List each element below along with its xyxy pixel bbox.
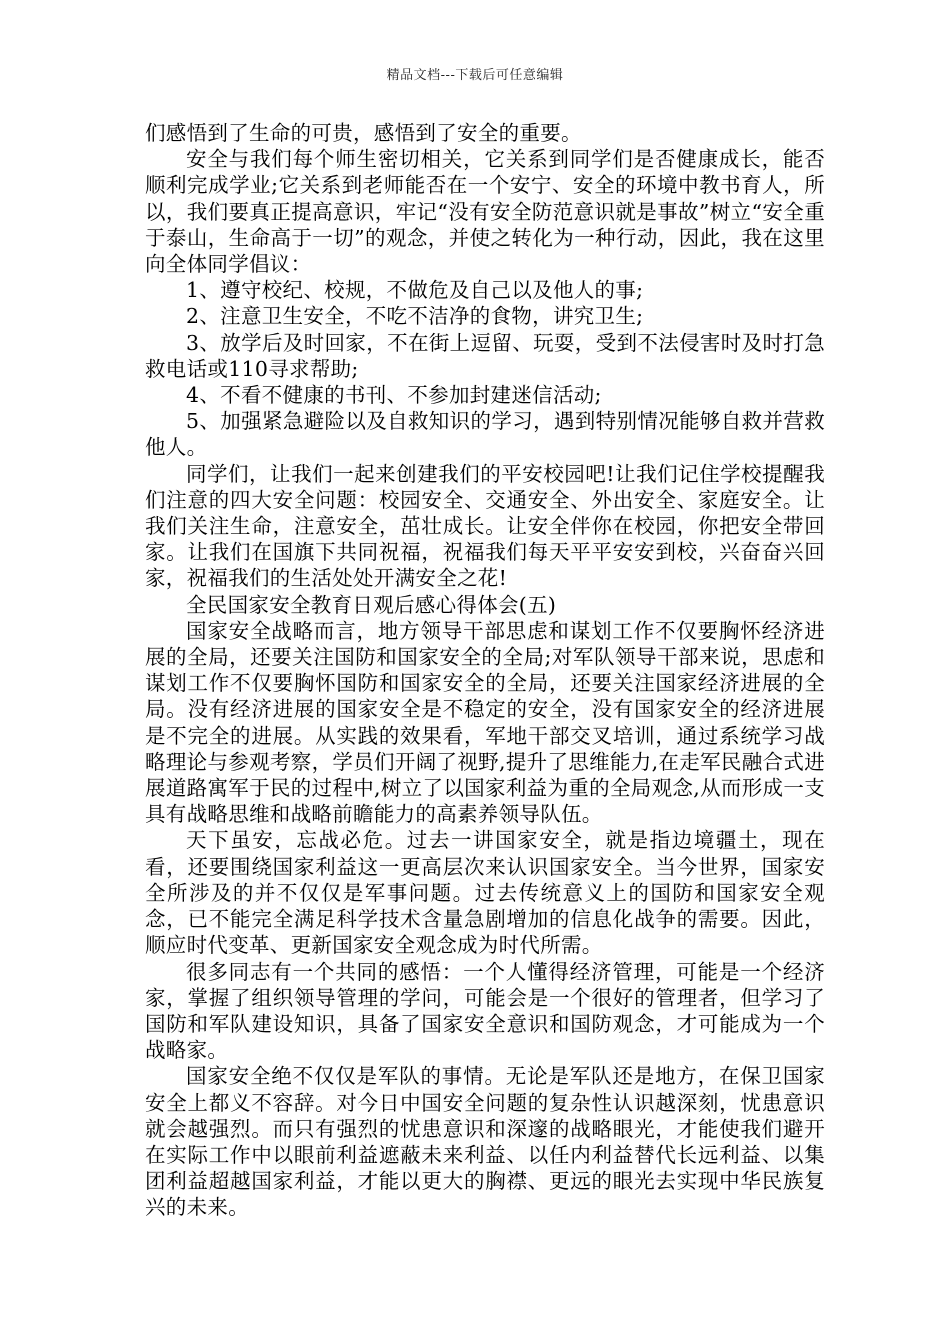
paragraph-0: 们感悟到了生命的可贵，感悟到了安全的重要。 (145, 121, 582, 145)
page-header: 精品文档---下载后可任意编辑 (386, 68, 564, 83)
paragraph-closing: 同学们，让我们一起来创建我们的平安校园吧!让我们记住学校提醒我们注意的四大安全问题：校园安全、交通安全、外出安全、家庭安全。让我们关注生命，注意安全，茁壮成长。让安全伴你在校园，你把安全带回家。让我们在国旗下共同祝福，祝福我们每天平平安安到校，兴奋奋兴回家，祝福我们的生活处处开满安全之花! (145, 461, 825, 591)
list-item-4: 4、不看不健康的书刊、不参加封建迷信活动; (186, 383, 602, 408)
paragraph-peace: 天下虽安，忘战必危。过去一讲国家安全，就是指边境疆土，现在看，还要围绕国家利益这一更高层次来认识国家安全。当今世界，国家安全所涉及的并不仅仅是军事问题。过去传统意义上的国防和国家安全观念，已不能完全满足科学技术含量急剧增加的信息化战争的需要。因此，顺应时代变革、更新国家安全观念成为时代所需。 (145, 828, 825, 958)
section-title: 全民国家安全教育日观后感心得体会(五) (186, 592, 557, 617)
paragraph-insight: 很多同志有一个共同的感悟：一个人懂得经济管理，可能是一个经济家，掌握了组织领导管理的学问，可能会是一个很好的管理者，但学习了国防和军队建设知识，具备了国家安全意识和国防观念，才可能成为一个战略家。 (145, 959, 825, 1063)
document-body (145, 120, 825, 1221)
list-item-3: 3、放学后及时回家，不在街上逗留、玩耍，受到不法侵害时及时打急救电话或110寻求帮助; (145, 330, 825, 381)
paragraph-1: 安全与我们每个师生密切相关，它关系到同学们是否健康成长，能否顺利完成学业;它关系到老师能否在一个安宁、安全的环境中教书育人，所以，我们要真正提高意识，牢记“没有安全防范意识就是事故”树立“安全重于泰山，生命高于一切”的观念，并使之转化为一种行动，因此，我在这里向全体同学倡议： (145, 147, 825, 277)
list-item-5: 5、加强紧急避险以及自救知识的学习，遇到特别情况能够自救并营救他人。 (145, 409, 825, 460)
paragraph-strategy: 国家安全战略而言，地方领导干部思虑和谋划工作不仅要胸怀经济进展的全局，还要关注国防和国家安全的全局;对军队领导干部来说，思虑和谋划工作不仅要胸怀国防和国家安全的全局，还要关注国家经济进展的全局。没有经济进展的国家安全是不稳定的安全，没有国家安全的经济进展是不完全的进展。从实践的效果看，军地干部交叉培训，通过系统学习战略理论与参观考察，学员们开阔了视野,提升了思维能力,在走军民融合式进展道路寓军于民的过程中,树立了以国家利益为重的全局观念,从而形成一支具有战略思维和战略前瞻能力的高素养领导队伍。 (145, 618, 825, 827)
list-item-2: 2、注意卫生安全，不吃不洁净的食物，讲究卫生; (186, 304, 644, 329)
paragraph-conclusion: 国家安全绝不仅仅是军队的事情。无论是军队还是地方，在保卫国家安全上都义不容辞。对今日中国安全问题的复杂性认识越深刻，忧患意识就会越强烈。而只有强烈的忧患意识和深邃的战略眼光，才能使我们避开在实际工作中以眼前利益遮蔽未来利益、以任内利益替代长远利益、以集团利益超越国家利益，才能以更大的胸襟、更远的眼光去实现中华民族复兴的未来。 (145, 1064, 825, 1220)
list-item-1: 1、遵守校纪、校规，不做危及自己以及他人的事; (186, 278, 644, 303)
